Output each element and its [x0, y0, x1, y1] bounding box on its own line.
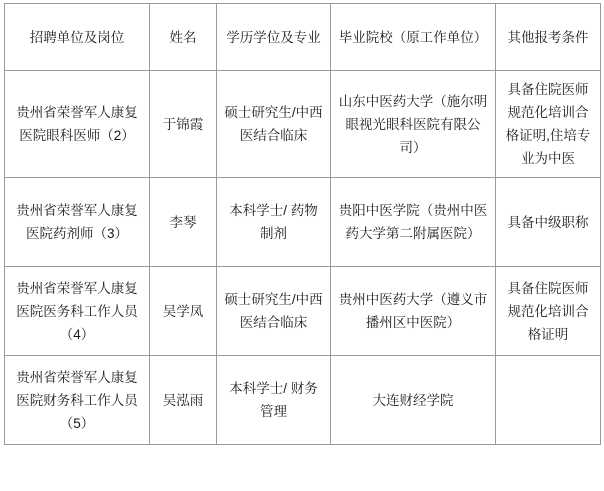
recruitment-table [4, 3, 601, 445]
cell-name: 吴学凤 [150, 267, 217, 356]
cell-degree: 硕士研究生/中西医结合临床 [217, 267, 331, 356]
cell-name: 李琴 [150, 178, 217, 267]
column-header-school: 毕业院校（原工作单位） [331, 4, 496, 71]
cell-name: 吴泓雨 [150, 356, 217, 445]
cell-school: 山东中医药大学（施尔明眼视光眼科医院有限公司） [331, 71, 496, 178]
column-header-degree: 学历学位及专业 [217, 4, 331, 71]
cell-unit: 贵州省荣誉军人康复医院眼科医师（2） [5, 71, 150, 178]
column-header-other: 其他报考条件 [496, 4, 601, 71]
table-body [5, 71, 601, 445]
table-header-row [5, 4, 601, 71]
table-header [5, 4, 601, 71]
table-row [5, 71, 601, 178]
column-header-unit: 招聘单位及岗位 [5, 4, 150, 71]
cell-degree: 本科学士/ 药物制剂 [217, 178, 331, 267]
cell-unit: 贵州省荣誉军人康复医院医务科工作人员（4） [5, 267, 150, 356]
cell-other [496, 356, 601, 445]
cell-name: 于锦霞 [150, 71, 217, 178]
table-row [5, 267, 601, 356]
cell-unit: 贵州省荣誉军人康复医院药剂师（3） [5, 178, 150, 267]
cell-school: 贵阳中医学院（贵州中医药大学第二附属医院） [331, 178, 496, 267]
cell-other: 具备住院医师规范化培训合格证明 [496, 267, 601, 356]
table-row [5, 178, 601, 267]
cell-other: 具备中级职称 [496, 178, 601, 267]
cell-unit: 贵州省荣誉军人康复医院财务科工作人员（5） [5, 356, 150, 445]
cell-degree: 本科学士/ 财务管理 [217, 356, 331, 445]
column-header-name: 姓名 [150, 4, 217, 71]
cell-degree: 硕士研究生/中西医结合临床 [217, 71, 331, 178]
cell-other: 具备住院医师规范化培训合格证明,住培专业为中医 [496, 71, 601, 178]
cell-school: 大连财经学院 [331, 356, 496, 445]
table-row [5, 356, 601, 445]
cell-school: 贵州中医药大学（遵义市播州区中医院） [331, 267, 496, 356]
